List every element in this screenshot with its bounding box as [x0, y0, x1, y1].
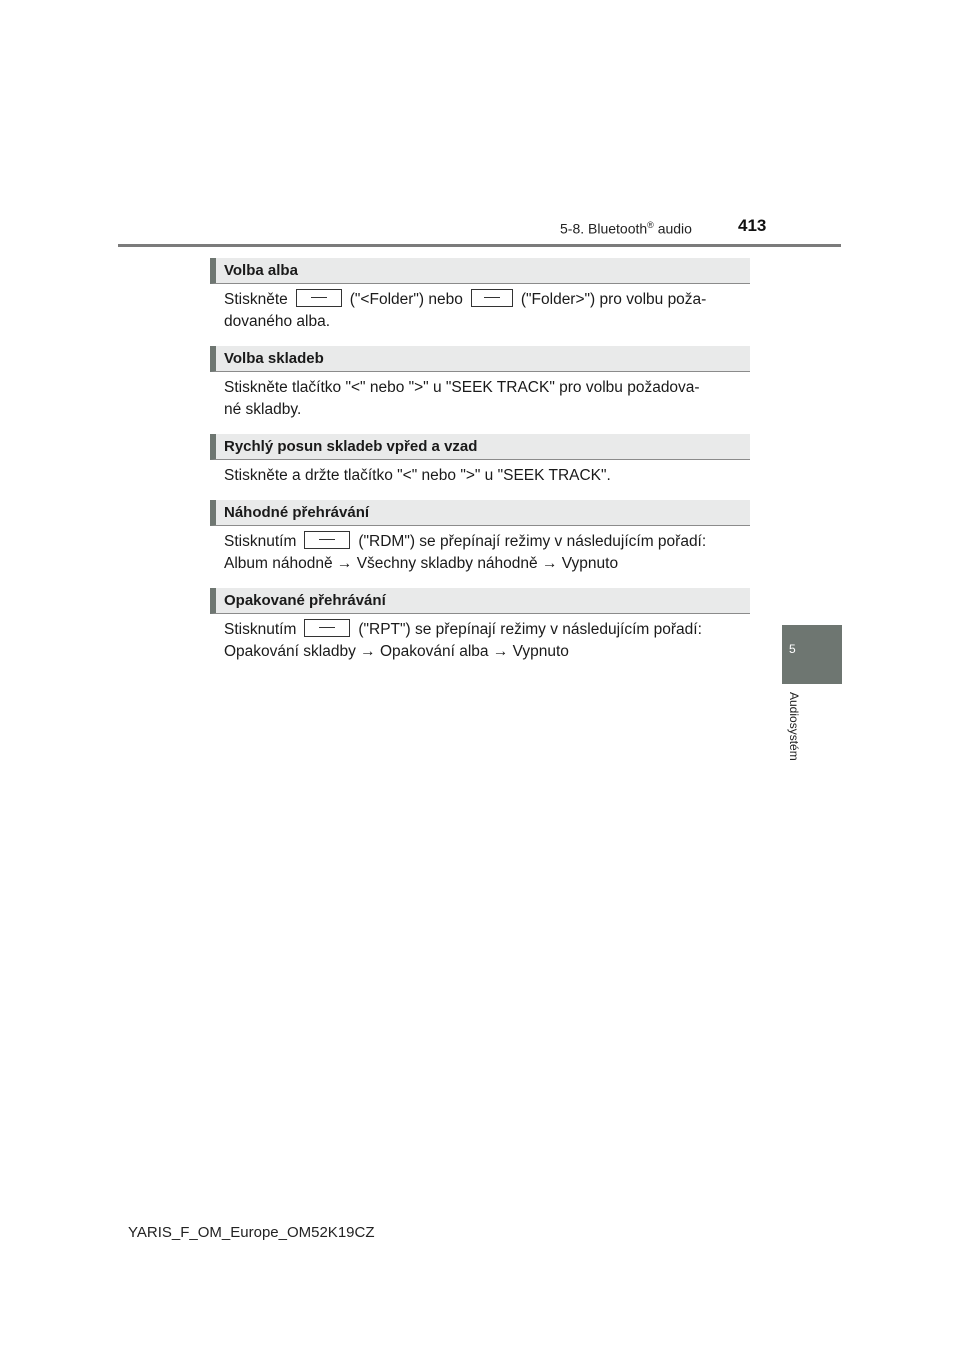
section-heading-album — [210, 258, 750, 284]
section-title: Rychlý posun skladeb vpřed a vzad — [224, 438, 478, 455]
folder-down-button-icon — [296, 289, 342, 307]
document-code: YARIS_F_OM_Europe_OM52K19CZ — [128, 1224, 375, 1241]
chapter-label: Audiosystém — [787, 692, 801, 761]
rpt-button-icon — [304, 619, 350, 637]
section-title: Náhodné přehrávání — [224, 504, 370, 521]
section-heading-random — [210, 500, 750, 526]
chapter-number: 5 — [789, 642, 796, 656]
paragraph-album: Stiskněte ("<Folder") nebo ("Folder>") pro volbu poža- dovaného alba. — [224, 289, 744, 333]
section-title: Opakované přehrávání — [224, 592, 386, 609]
section-title: Volba skladeb — [224, 350, 324, 367]
registered-mark: ® — [647, 220, 654, 230]
header-divider — [118, 244, 841, 247]
section-heading-tracks — [210, 346, 750, 372]
page-number: 413 — [738, 216, 767, 235]
paragraph-repeat: Stisknutím ("RPT") se přepínají režimy v následujícím pořadí: Opakování skladby → Opakování alba → Vypnuto — [224, 619, 744, 663]
paragraph-random: Stisknutím ("RDM") se přepínají režimy v následujícím pořadí: Album náhodně → Všechny skladby náhodně → Vypnuto — [224, 531, 744, 575]
paragraph-fast-seek: Stiskněte a držte tlačítko "<" nebo ">" u "SEEK TRACK". — [224, 467, 611, 484]
section-heading-repeat — [210, 588, 750, 614]
section-header: 5-8. Bluetooth® audio — [560, 220, 692, 237]
folder-up-button-icon — [471, 289, 513, 307]
paragraph-tracks: Stiskněte tlačítko "<" nebo ">" u "SEEK TRACK" pro volbu požadova- né skladby. — [224, 379, 700, 418]
section-heading-fast-seek — [210, 434, 750, 460]
section-title: Volba alba — [224, 262, 298, 279]
rdm-button-icon — [304, 531, 350, 549]
